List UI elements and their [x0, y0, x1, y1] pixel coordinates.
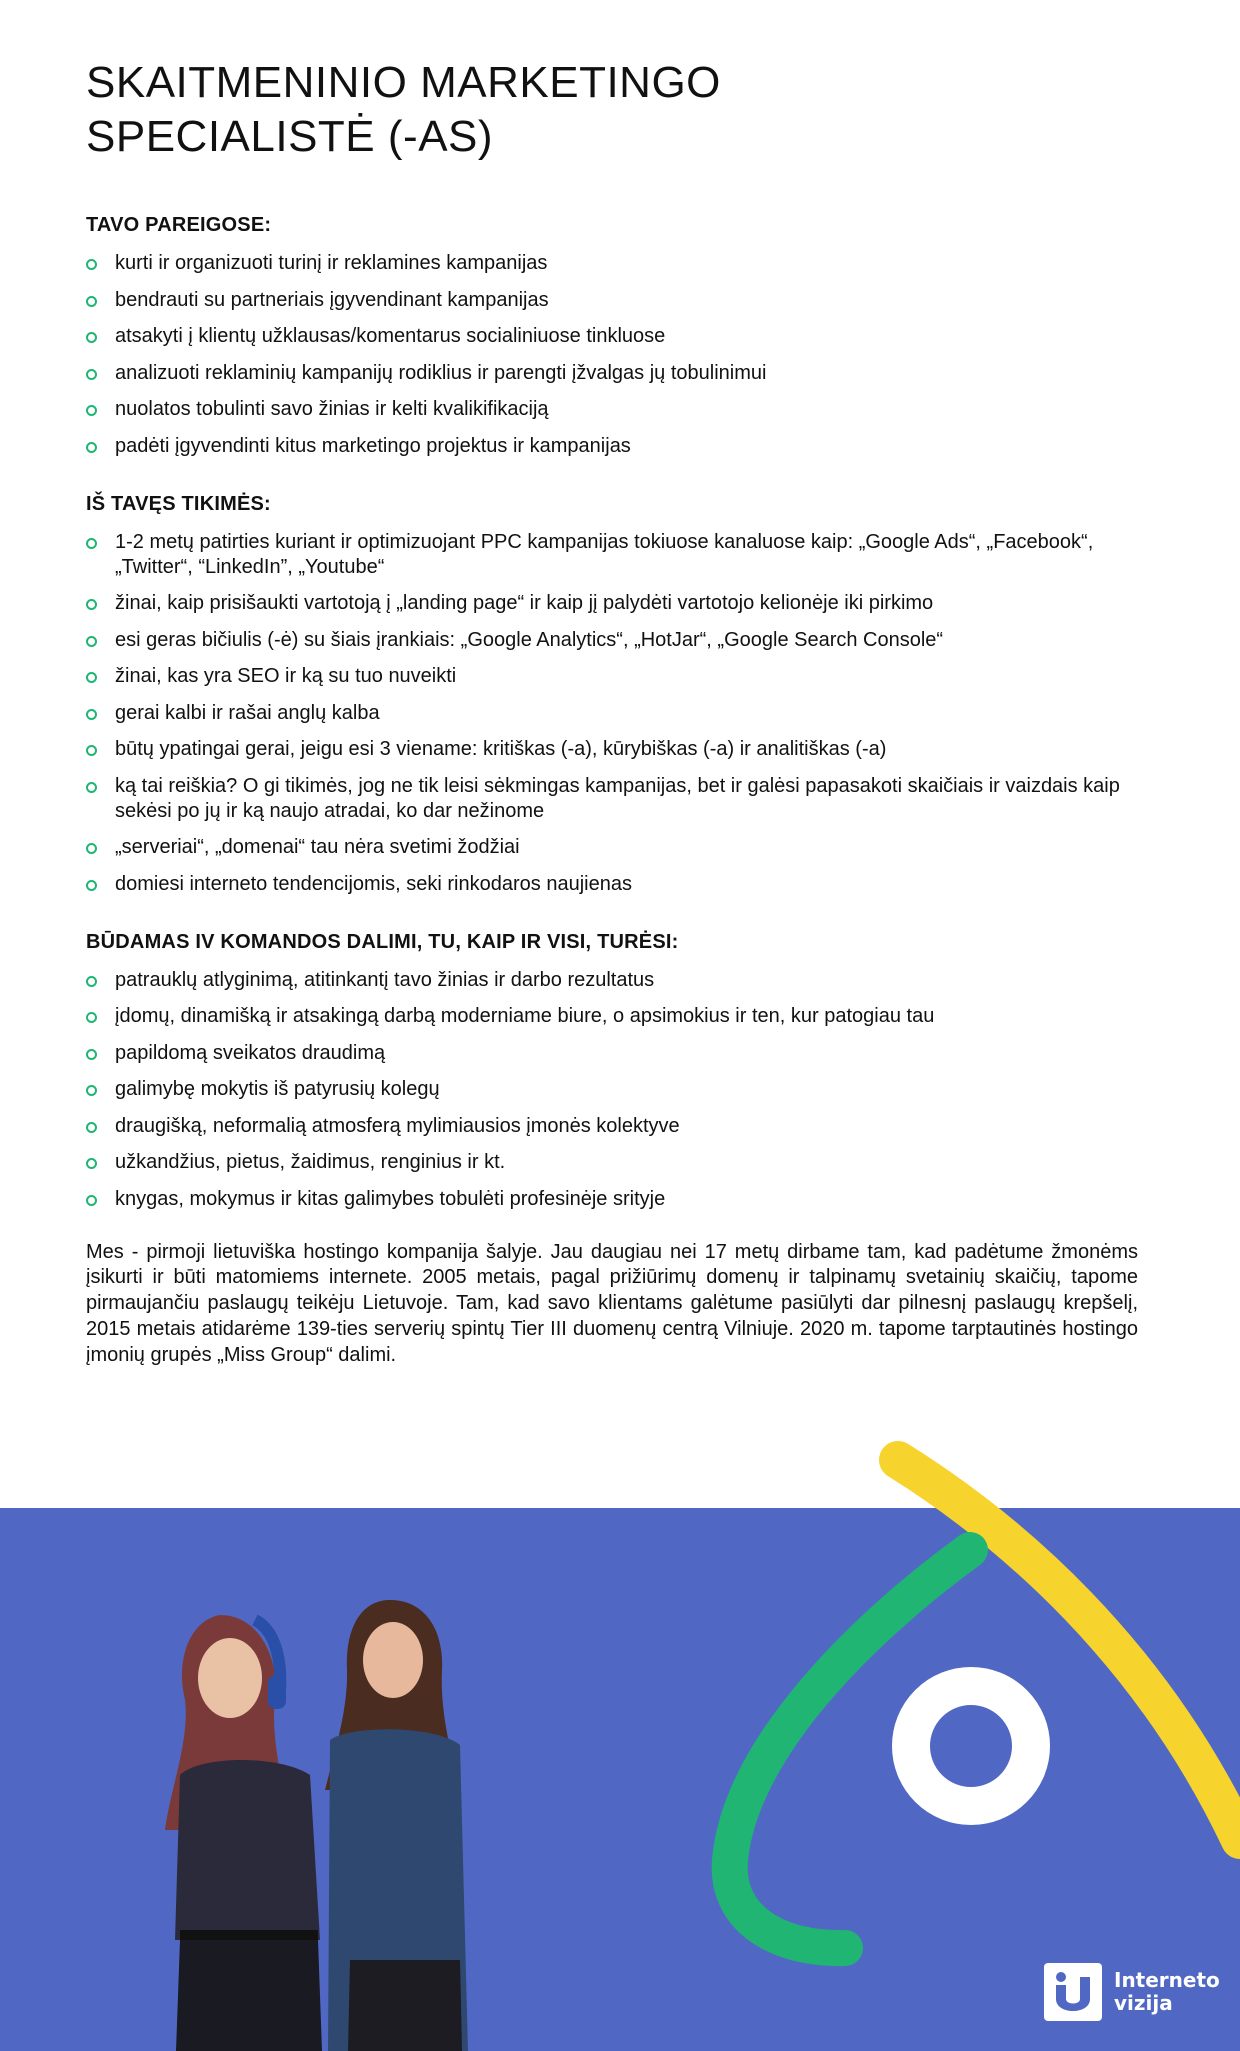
duty-item: kurti ir organizuoti turinį ir reklamines kampanijas — [86, 251, 1140, 276]
expectation-item: domiesi interneto tendencijomis, seki rinkodaros naujienas — [86, 872, 1140, 897]
duty-item: atsakyti į klientų užklausas/komentarus socialiniuose tinkluose — [86, 324, 1140, 349]
benefit-item: galimybę mokytis iš patyrusių kolegų — [86, 1077, 1140, 1102]
logo-line-2: vizija — [1114, 1991, 1173, 2015]
duties-heading: TAVO PAREIGOSE: — [86, 214, 272, 236]
logo-mark-icon — [1044, 1963, 1102, 2021]
expectations-section — [86, 493, 1140, 897]
interneto-vizija-logo — [1044, 1962, 1220, 2022]
green-arc-shape — [730, 1550, 970, 1948]
company-description: Mes - pirmoji lietuviška hostingo kompanija šalyje. Jau daugiau nei 17 metų dirbame tam, kad padėtume žmonėms įsikurti ir būti matomiems internete. 2005 metais, pagal prižiūrimų domenų ir talpinamų svetainių skaičių, tapome pirmaujančiu paslaugų teikėju Lietuvoje. Tam, kad savo klientams galėtume pasiūlyti dar pilnesnį paslaugų krepšelį, 2015 metais atidarėme 139-ties serverių spintų Tier III duomenų centrą Vilniuje. 2020 m. tapome tarptautinės hostingo įmonių grupės „Miss Group“ dalimi. — [86, 1240, 1138, 1366]
benefit-item: papildomą sveikatos draudimą — [86, 1041, 1140, 1066]
logo-line-1: Interneto — [1114, 1968, 1220, 1992]
title-line-2: SPECIALISTĖ (-AS) — [86, 112, 494, 161]
logo-text — [1114, 1969, 1220, 2015]
duty-item: analizuoti reklaminių kampanijų rodiklius ir parengti įžvalgas jų tobulinimui — [86, 361, 1140, 386]
person-right — [325, 1600, 468, 2051]
benefits-section — [86, 931, 1140, 1212]
benefit-item: draugišką, neformalią atmosferą mylimiausios įmonės kolektyve — [86, 1114, 1140, 1139]
benefit-item: užkandžius, pietus, žaidimus, renginius ir kt. — [86, 1150, 1140, 1175]
expectation-item: žinai, kaip prisišaukti vartotoją į „landing page“ ir kaip jį palydėti vartotojo kelionėje iki pirkimo — [86, 591, 1140, 616]
benefit-item: įdomų, dinamišką ir atsakingą darbą moderniame biure, o apsimokius ir ten, kur patogiau tau — [86, 1004, 1140, 1029]
benefit-item: patrauklų atlyginimą, atitinkantį tavo žinias ir darbo rezultatus — [86, 968, 1140, 993]
expectation-item: 1-2 metų patirties kuriant ir optimizuojant PPC kampanijas tokiuose kanaluose kaip: „Google Ads“, „Facebook“, „Twitter“, “LinkedIn”, „Youtube“ — [86, 530, 1140, 580]
expectation-item: ką tai reiškia? O gi tikimės, jog ne tik leisi sėkmingas kampanijas, bet ir galėsi papasakoti skaičiais ir vaizdais kaip sekėsi po jų ir ką naujo atradai, ko dar nežinome — [86, 774, 1140, 824]
benefit-item: knygas, mokymus ir kitas galimybes tobulėti profesinėje srityje — [86, 1187, 1140, 1212]
job-ad — [86, 56, 1140, 1388]
person-left — [165, 1615, 322, 2051]
duties-section — [86, 214, 1140, 459]
expectation-item: „serveriai“, „domenai“ tau nėra svetimi žodžiai — [86, 835, 1140, 860]
page-title — [86, 56, 1140, 164]
team-photo — [150, 1560, 530, 2051]
white-ring-shape — [911, 1686, 1031, 1806]
duty-item: bendrauti su partneriais įgyvendinant kampanijas — [86, 288, 1140, 313]
benefits-heading: BŪDAMAS IV KOMANDOS DALIMI, TU, KAIP IR VISI, TURĖSI: — [86, 930, 679, 953]
expectation-item: gerai kalbi ir rašai anglų kalba — [86, 701, 1140, 726]
expectation-item: būtų ypatingai gerai, jeigu esi 3 viename: kritiškas (-a), kūrybiškas (-a) ir analitiškas (-a) — [86, 737, 1140, 762]
expectation-item: žinai, kas yra SEO ir ką su tuo nuveikti — [86, 664, 1140, 689]
title-line-1: SKAITMENINIO MARKETINGO — [86, 58, 721, 107]
duty-item: nuolatos tobulinti savo žinias ir kelti kvalikifikaciją — [86, 397, 1140, 422]
duty-item: padėti įgyvendinti kitus marketingo projektus ir kampanijas — [86, 434, 1140, 459]
expectations-heading: IŠ TAVĘS TIKIMĖS: — [86, 492, 271, 515]
expectation-item: esi geras bičiulis (-ė) su šiais įrankiais: „Google Analytics“, „HotJar“, „Google Search Console“ — [86, 628, 1140, 653]
